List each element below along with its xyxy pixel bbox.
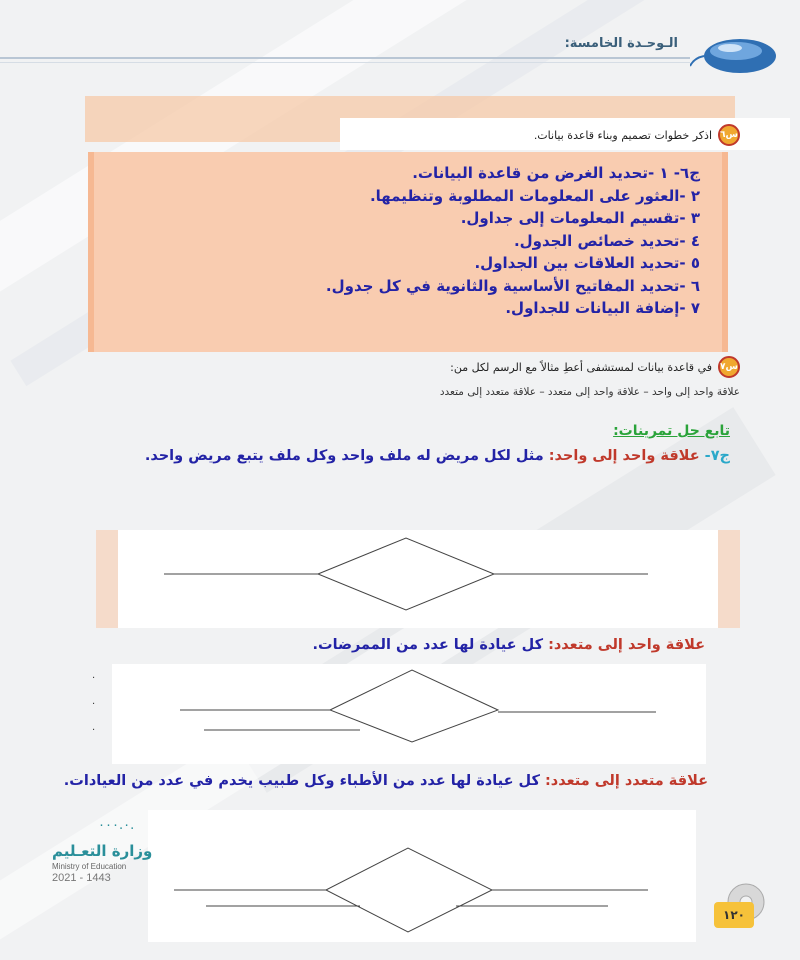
computer-mouse-icon	[690, 36, 778, 76]
ministry-arabic: وزارة التعـليم	[52, 842, 153, 860]
one-to-many-heading: علاقة واحد إلى متعدد: كل عيادة لها عدد من الممرضات.	[312, 637, 705, 653]
answer-item: ج٦- ١ -تحديد الغرض من قاعدة البيانات.	[412, 164, 700, 182]
answer-item: ٧ -إضافة البيانات للجداول.	[505, 299, 700, 317]
ministry-logo	[52, 842, 152, 884]
ministry-english: Ministry of Education	[52, 862, 127, 871]
page-header	[0, 0, 800, 108]
answer-item: ٣ -تقسيم المعلومات إلى جداول.	[460, 209, 700, 227]
edition-year: 2021 - 1443	[52, 872, 111, 884]
question-7-items: علاقة واحد إلى واحد – علاقة واحد إلى متعدد – علاقة متعدد إلى متعدد	[439, 386, 740, 398]
question-6	[534, 124, 740, 146]
answer-6-list	[326, 162, 700, 320]
decorative-dots: ٠٠٠.٠.	[98, 818, 135, 833]
question-7	[450, 356, 740, 378]
answer-item: ٢ -العثور على المعلومات المطلوبة وتنظيمها.	[369, 186, 700, 205]
unit-title: الـوحـدة الخامسة:	[564, 36, 678, 51]
many-to-many-diagram	[148, 810, 696, 942]
header-rule-thin	[0, 62, 690, 63]
bullet-dots: · · ·	[92, 673, 96, 736]
one-to-one-line: ج٧- علاقة واحد إلى واحد: مثل لكل مريض له ملف واحد وكل ملف يتبع مريض واحد.	[144, 448, 730, 464]
one-to-one-diagram	[118, 530, 718, 628]
answer-item: ٤ -تحديد خصائص الجدول.	[513, 231, 700, 250]
question-number-badge: س ٧	[718, 356, 740, 378]
page-number: ١٢٠	[714, 902, 754, 928]
question-number-badge: س ٦	[718, 124, 740, 146]
answer-item: ٦ -تحديد المفاتيح الأساسية والثانوية في كل جدول.	[325, 276, 700, 295]
one-to-many-diagram	[112, 664, 706, 764]
answer-item: ٥ -تحديد العلاقات بين الجداول.	[474, 254, 700, 272]
many-to-many-heading: علاقة متعدد إلى متعدد: كل عيادة لها عدد من الأطباء وكل طبيب يخدم في عدد من العيادات.	[63, 773, 708, 789]
header-rule	[0, 57, 690, 59]
answer-6-box	[88, 152, 728, 352]
continuation-title: تابع حل تمرينات:	[613, 423, 730, 439]
question-7-text: في قاعدة بيانات لمستشفى أعطِ مثالاً مع الرسم لكل من:	[450, 360, 712, 374]
question-6-text: اذكر خطوات تصميم وبناء قاعدة بيانات.	[533, 128, 712, 142]
